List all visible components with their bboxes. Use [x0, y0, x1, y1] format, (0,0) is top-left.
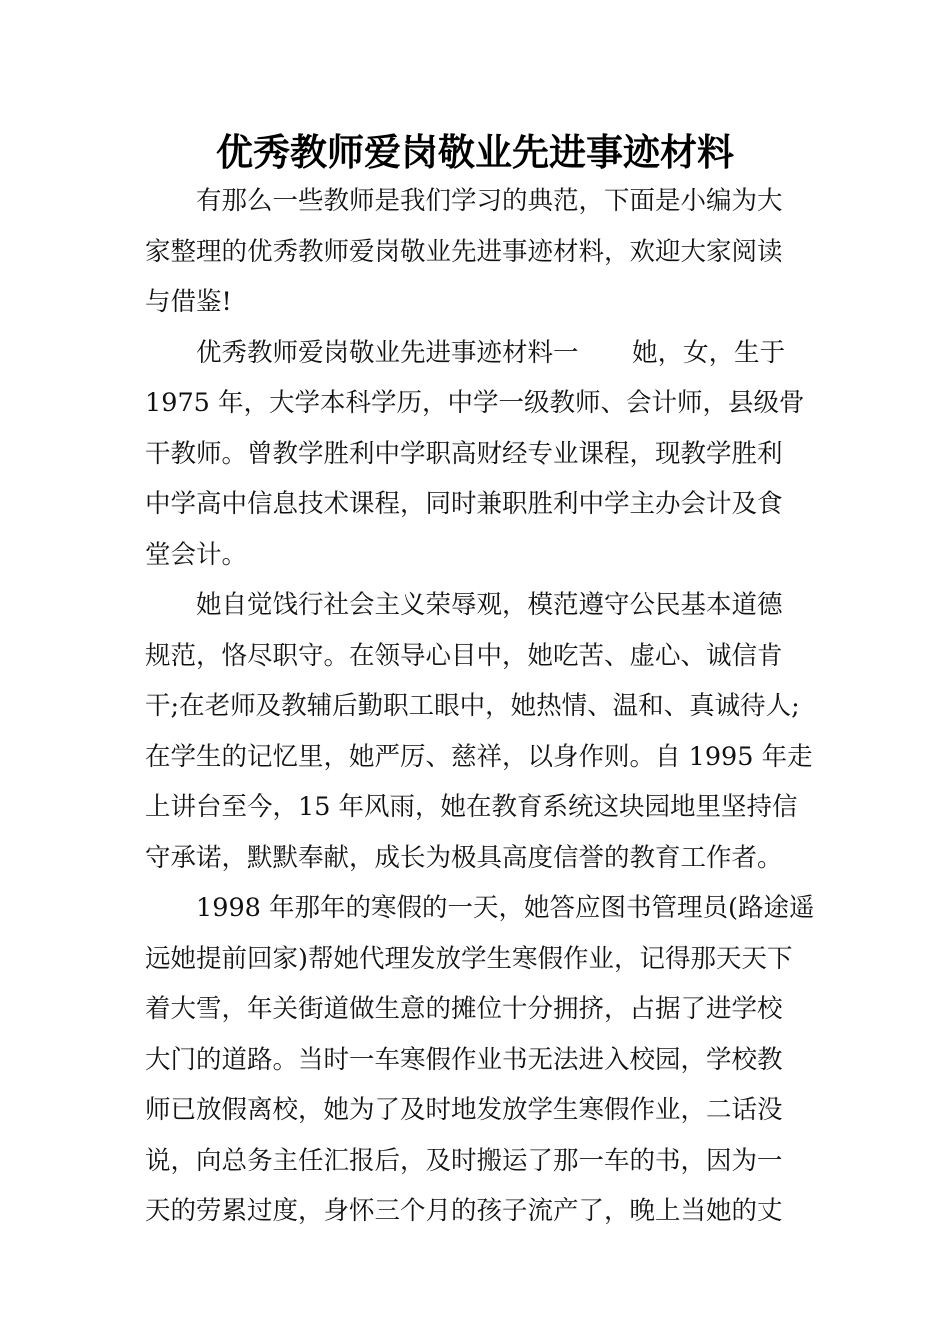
text-line: 干;在老师及教辅后勤职工眼中，她热情、温和、真诚待人; [145, 691, 800, 721]
text-line: 说，向总务主任汇报后，及时搬运了那一车的书，因为一 [145, 1145, 783, 1176]
text-line: 远她提前回家)帮她代理发放学生寒假作业，记得那天天下 [145, 943, 793, 974]
text-line: 1998 年那年的寒假的一天，她答应图书管理员(路途遥 [196, 893, 815, 923]
text-line: 堂会计。 [145, 539, 248, 570]
text-line: 1975 年，大学本科学历，中学一级教师、会计师，县级骨 [145, 388, 805, 418]
text-line: 干教师。曾教学胜利中学职高财经专业课程，现教学胜利 [145, 438, 783, 469]
text-line: 在学生的记忆里，她严厉、慈祥，以身作则。自 1995 年走 [145, 741, 813, 772]
text-line: 着大雪，年关街道做生意的摊位十分拥挤，占据了进学校 [145, 994, 783, 1024]
text-line: 天的劳累过度，身怀三个月的孩子流产了，晚上当她的丈 [145, 1196, 783, 1226]
text-line: 规范，恪尽职守。在领导心目中，她吃苦、虚心、诚信肯 [145, 640, 783, 671]
paragraph-intro [145, 176, 810, 328]
text-line: 与借鉴! [145, 287, 232, 317]
text-line: 守承诺，默默奉献，成长为极具高度信誉的教育工作者。 [145, 842, 783, 873]
text-fragment: 她，女，生于 [632, 337, 786, 368]
paragraph-conduct [145, 580, 813, 883]
text-line: 师已放假离校，她为了及时地发放学生寒假作业，二话没 [145, 1095, 783, 1125]
text-line [145, 328, 810, 379]
text-line: 上讲台至今，15 年风雨，她在教育系统这块园地里坚持信 [145, 792, 798, 822]
paragraph-section-one [145, 328, 810, 581]
text-line: 大门的道路。当时一车寒假作业书无法进入校园，学校教 [145, 1044, 783, 1075]
text-line: 她自觉饯行社会主义荣辱观，模范遵守公民基本道德 [196, 590, 783, 620]
section-heading: 优秀教师爱岗敬业先进事迹材料一 [196, 337, 579, 368]
document-title: 优秀教师爱岗敬业先进事迹材料 [216, 130, 734, 174]
text-line: 中学高中信息技术课程，同时兼职胜利中学主办会计及食 [145, 489, 783, 519]
text-line: 家整理的优秀教师爱岗敬业先进事迹材料，欢迎大家阅读 [145, 236, 783, 267]
text-line: 有那么一些教师是我们学习的典范，下面是小编为大 [196, 186, 783, 216]
document-body [145, 176, 815, 1237]
paragraph-1998-story [145, 883, 815, 1237]
